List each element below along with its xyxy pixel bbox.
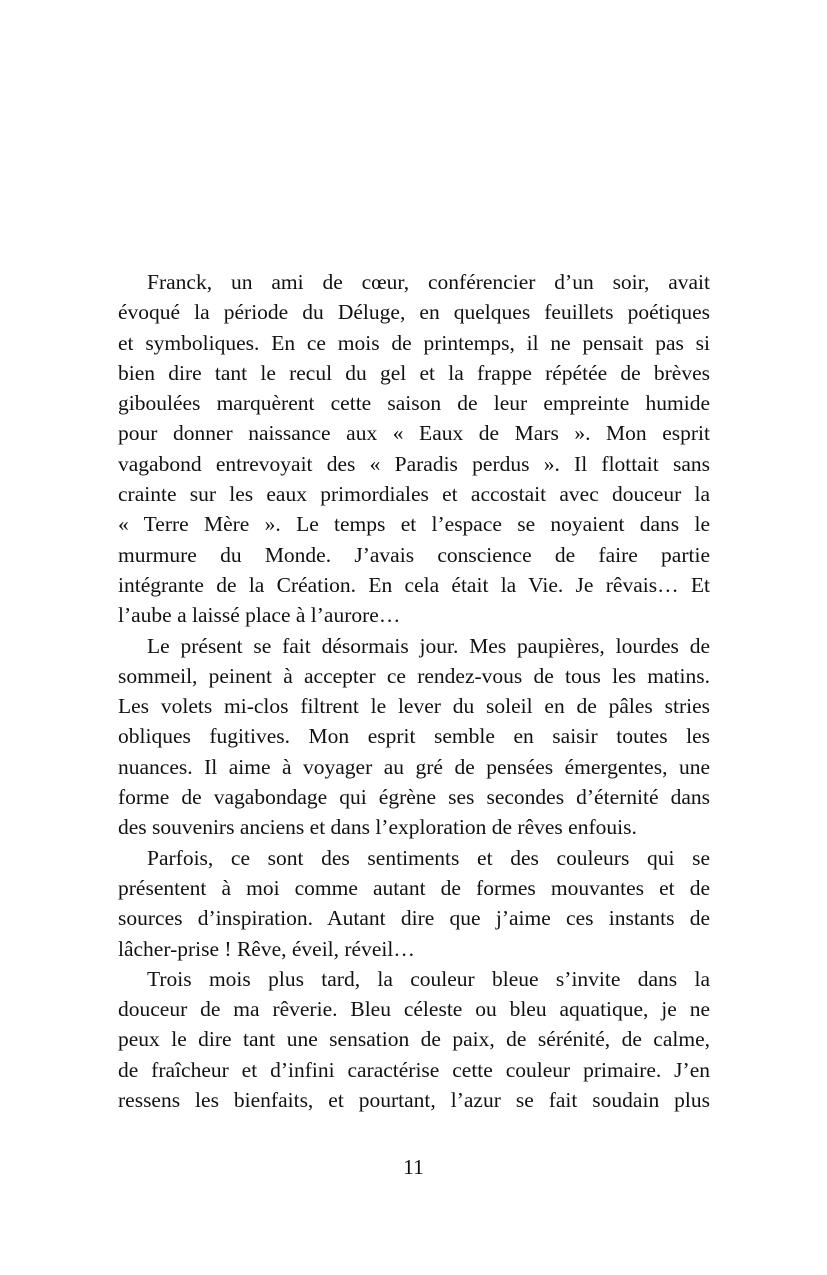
text-line: crainte sur les eaux primordiales et accostait avec douceur la	[118, 482, 710, 507]
text-line: douceur de ma rêverie. Bleu céleste ou bleu aquatique, je ne	[118, 997, 710, 1022]
text-line: « Terre Mère ». Le temps et l’espace se noyaient dans le	[118, 512, 710, 537]
text-line: des souvenirs anciens et dans l’exploration de rêves enfouis.	[118, 815, 637, 840]
text-line: l’aube a laissé place à l’aurore…	[118, 603, 401, 628]
text-line: bien dire tant le recul du gel et la frappe répétée de brèves	[118, 360, 710, 385]
page-number: 11	[403, 1155, 424, 1179]
text-line: Parfois, ce sont des sentiments et des couleurs qui se	[147, 845, 710, 870]
text-line: murmure du Monde. J’avais conscience de faire partie	[118, 542, 710, 567]
text-line: peux le dire tant une sensation de paix, de sérénité, de calme,	[118, 1027, 710, 1052]
text-line: forme de vagabondage qui égrène ses secondes d’éternité dans	[118, 785, 710, 810]
text-line: giboulées marquèrent cette saison de leur empreinte humide	[118, 391, 710, 416]
text-line: Trois mois plus tard, la couleur bleue s’invite dans la	[147, 966, 710, 991]
text-line: lâcher-prise ! Rêve, éveil, réveil…	[118, 936, 415, 961]
text-line: Les volets mi-clos filtrent le lever du soleil en de pâles stries	[118, 694, 710, 719]
text-line: vagabond entrevoyait des « Paradis perdus ». Il flottait sans	[118, 451, 710, 476]
body-text	[118, 267, 710, 1115]
text-line: ressens les bienfaits, et pourtant, l’azur se fait soudain plus	[118, 1088, 710, 1113]
text-line: présentent à moi comme autant de formes mouvantes et de	[118, 875, 710, 900]
text-line: et symboliques. En ce mois de printemps, il ne pensait pas si	[118, 330, 710, 355]
text-line: de fraîcheur et d’infini caractérise cette couleur primaire. J’en	[118, 1057, 710, 1082]
text-line: évoqué la période du Déluge, en quelques feuillets poétiques	[118, 300, 710, 325]
text-line: pour donner naissance aux « Eaux de Mars ». Mon esprit	[118, 421, 710, 446]
text-line: intégrante de la Création. En cela était la Vie. Je rêvais… Et	[118, 572, 710, 597]
text-line: sources d’inspiration. Autant dire que j’aime ces instants de	[118, 906, 710, 931]
text-line: sommeil, peinent à accepter ce rendez-vous de tous les matins.	[118, 663, 710, 688]
text-line: obliques fugitives. Mon esprit semble en saisir toutes les	[118, 724, 710, 749]
text-line: Franck, un ami de cœur, conférencier d’un soir, avait	[147, 270, 710, 294]
text-line: nuances. Il aime à voyager au gré de pensées émergentes, une	[118, 754, 710, 779]
text-line: Le présent se fait désormais jour. Mes paupières, lourdes de	[147, 633, 710, 658]
